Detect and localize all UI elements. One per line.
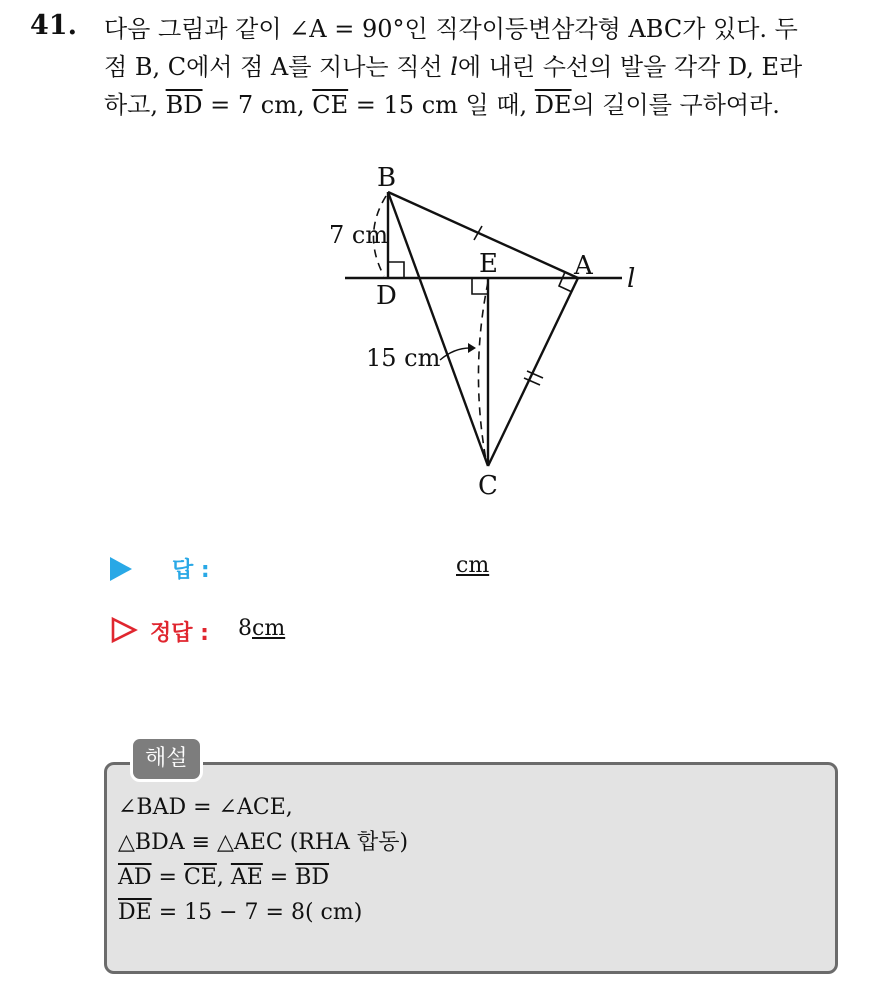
- line-label-l: l: [627, 264, 636, 294]
- answer-input[interactable]: [340, 553, 450, 581]
- eq-2: =: [262, 865, 296, 890]
- segment-bd: $\overline{BD}$: [165, 91, 203, 119]
- question-line-2-a: 점 B, C에서 점 A를 지나는 직선: [104, 53, 451, 81]
- correct-label: 정답 :: [150, 621, 209, 646]
- question-line-1: 다음 그림과 같이 ∠A = 90°인 직각이등변삼각형 ABC가 있다. 두: [104, 15, 798, 43]
- eq-1: =: [151, 865, 184, 890]
- question-line-3-b: = 7 cm,: [202, 91, 313, 119]
- dim-arc-ce: [478, 282, 488, 460]
- solution-line-4-rest: = 15 − 7 = 8( cm): [151, 900, 363, 925]
- question-number: 41.: [30, 10, 77, 41]
- answer-marker-icon: [110, 557, 132, 581]
- vertex-label-c: C: [478, 471, 498, 501]
- side-ac: [488, 278, 578, 466]
- seg-ae: $\overline{AE}$: [230, 865, 263, 890]
- solution-body: [118, 790, 408, 930]
- solution-line-4: [118, 895, 408, 930]
- sep: ,: [216, 865, 231, 890]
- side-bc: [388, 192, 488, 466]
- question-line-3-a: 하고,: [104, 91, 166, 119]
- question-line-3-c: = 15 cm 일 때,: [348, 91, 535, 119]
- line-l-symbol: l: [450, 53, 458, 81]
- solution-line-3: [118, 860, 408, 895]
- correct-value: [238, 616, 285, 641]
- answer-unit: cm: [456, 553, 490, 578]
- right-angle-d: [388, 262, 404, 278]
- answer-label: 답 :: [172, 558, 210, 583]
- segment-ce: $\overline{CE}$: [312, 91, 349, 119]
- seg-ce-sol: $\overline{CE}$: [183, 865, 217, 890]
- correct-unit: cm: [252, 616, 286, 641]
- question-line-3-d: 의 길이를 구하여라.: [571, 91, 780, 119]
- correct-number: 8: [238, 616, 252, 641]
- question-line-2-b: 에 내린 수선의 발을 각각 D, E라: [457, 53, 803, 81]
- dim-label-bd: 7 cm: [329, 221, 389, 249]
- seg-de-sol: $\overline{DE}$: [118, 900, 152, 925]
- right-angle-e: [472, 278, 488, 294]
- solution-line-2: △BDA ≡ △AEC (RHA 합동): [118, 830, 409, 855]
- dim-label-ce: 15 cm: [366, 344, 441, 372]
- solution-line-1: ∠BAD = ∠ACE,: [118, 795, 293, 820]
- segment-de: $\overline{DE}$: [534, 91, 572, 119]
- solution-tab: 해설: [130, 736, 203, 782]
- vertex-label-e: E: [479, 249, 498, 279]
- vertex-label-a: A: [574, 251, 593, 281]
- correct-marker-icon: [110, 616, 138, 644]
- dim-arrowhead-ce: [468, 343, 476, 353]
- vertex-label-b: B: [377, 163, 397, 193]
- seg-ad: $\overline{AD}$: [118, 865, 152, 890]
- vertex-label-d: D: [376, 281, 397, 311]
- seg-bd-sol: $\overline{BD}$: [295, 865, 330, 890]
